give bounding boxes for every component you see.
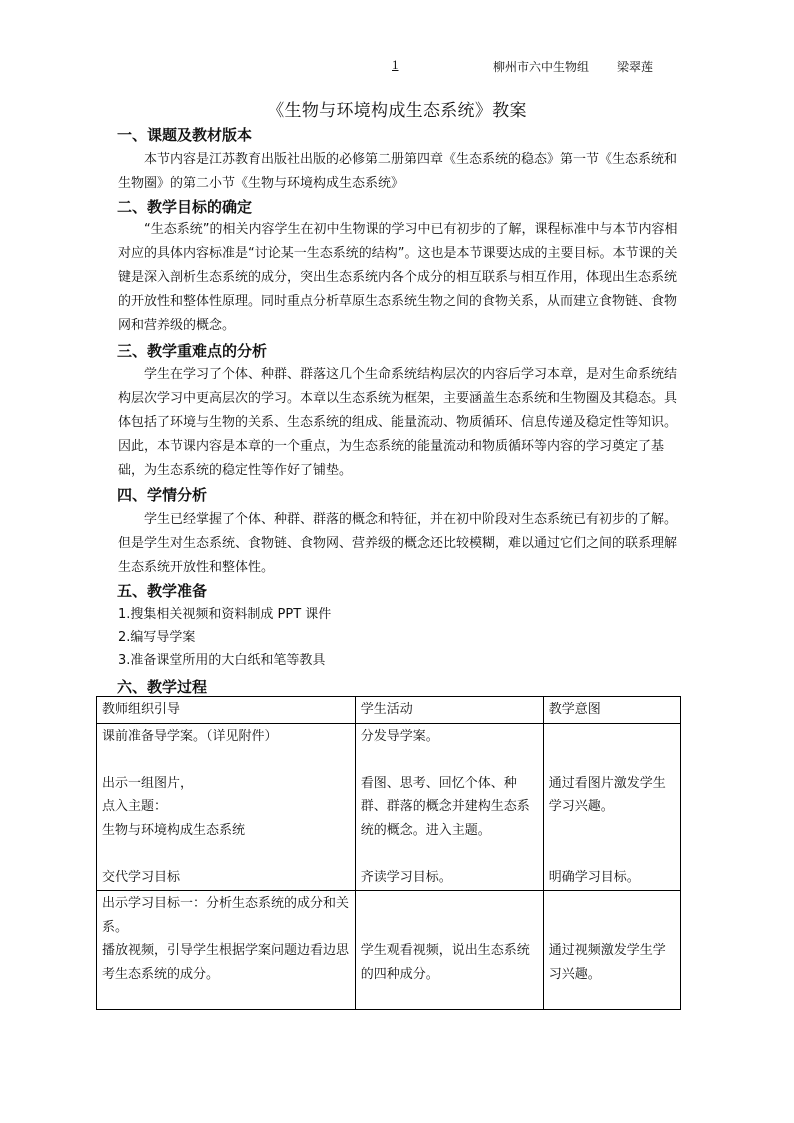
section-text-3	[118, 363, 680, 483]
cell-text: 出示一组图片，	[102, 775, 194, 791]
cell-text: 点入主题：	[102, 799, 168, 814]
cell-text: 看图、思考、回忆个体、种群、群落的概念并建构生态系统的概念。进入主题。	[360, 775, 530, 838]
intent-cell	[543, 891, 680, 1010]
cell-text: 课前准备导学案。（详见附件）	[102, 728, 278, 744]
teacher-cell	[97, 723, 356, 891]
student-cell	[355, 723, 543, 891]
paragraph: 学生在学习了个体、种群、群落这几个生命系统结构层次的内容后学习本章，是对生命系统结构层次学习中更高层次的学习。本章以生态系统为框架，主要涵盖生态系统和生物圈及其稳态。具体包括了环境与生物的关系、生态系统的组成、能量流动、物质循环、信息传递及稳定性等知识。因此，本节课内容是本章的一个重点，为生态系统的能量流动和物质循环等内容的学习奠定了基础，为生态系统的稳定性等作好了铺垫。	[118, 367, 678, 478]
cell-text: 学生观看视频，说出生态系统的四种成分。	[360, 943, 530, 982]
cell-text: 分发导学案。	[360, 728, 439, 744]
cell-text: 齐读学习目标。	[360, 869, 452, 885]
column-header-intent: 教学意图	[543, 697, 680, 724]
section-heading-3: 三、教学重难点的分析	[117, 342, 268, 360]
section-text-2	[118, 218, 680, 338]
blank-line	[102, 842, 350, 866]
student-cell	[355, 891, 543, 1010]
blank-line	[549, 748, 675, 772]
column-header-student: 学生活动	[355, 697, 543, 724]
paragraph: “生态系统”的相关内容学生在初中生物课的学习中已有初步的了解，课程标准中与本节内容相对应的具体内容标准是“讨论某一生态系统的结构”。这也是本节课要达成的主要目标。本节课的关键是深入剖析生态系统的成分，突出生态系统内各个成分的相互联系与相互作用，体现出生态系统的开放性和整体性原理。同时重点分析草原生态系统生物之间的食物关系，从而建立食物链、食物网和营养级的概念。	[118, 222, 678, 333]
section-heading-1: 一、课题及教材版本	[117, 126, 253, 144]
table-row	[97, 891, 681, 1010]
list-item: 1.搜集相关视频和资料制成 PPT 课件	[118, 607, 332, 622]
section-text-4	[118, 508, 680, 580]
list-item: 3.准备课堂所用的大白纸和笔等教具	[118, 653, 326, 668]
cell-text: 出示学习目标一：分析生态系统的成分和关系。	[102, 896, 350, 935]
cell-text: 明确学习目标。	[548, 869, 640, 885]
section-heading-4: 四、学情分析	[117, 486, 208, 504]
document-title: 《生物与环境构成生态系统》教案	[267, 101, 527, 121]
table-row	[97, 723, 681, 891]
paragraph: 本节内容是江苏教育出版社出版的必修第二册第四章《生态系统的稳态》第一节《生态系统和生物圈》的第二小节《生物与环境构成生态系统》	[118, 152, 678, 191]
teacher-cell	[97, 891, 356, 1010]
section-heading-5: 五、教学准备	[117, 582, 208, 600]
teaching-process-table	[96, 696, 681, 1010]
blank-line	[549, 892, 675, 916]
cell-text: 交代学习目标	[102, 869, 181, 885]
blank-line	[361, 892, 538, 916]
header-author: 梁翠莲	[617, 60, 654, 74]
list-item: 2.编写导学案	[118, 630, 196, 645]
intent-cell	[543, 723, 680, 891]
blank-line	[361, 842, 538, 866]
blank-line	[549, 916, 675, 940]
column-header-teacher: 教师组织引导	[97, 697, 356, 724]
cell-text: 通过视频激发学生学习兴趣。	[548, 943, 666, 982]
header-organization: 柳州市六中生物组	[493, 60, 590, 74]
blank-line	[361, 916, 538, 940]
cell-text: 通过看图片激发学生学习兴趣。	[548, 775, 666, 814]
paragraph: 学生已经掌握了个体、种群、群落的概念和特征，并在初中阶段对生态系统已有初步的了解。但是学生对生态系统、食物链、食物网、营养级的概念还比较模糊，难以通过它们之间的联系理解生态系统开放性和整体性。	[118, 512, 678, 575]
table-header-row	[97, 697, 681, 724]
blank-line	[549, 725, 675, 749]
section-heading-2: 二、教学目标的确定	[117, 198, 253, 216]
blank-line	[361, 748, 538, 772]
section-heading-6: 六、教学过程	[117, 678, 208, 696]
page-number: 1	[392, 57, 399, 72]
cell-text: 播放视频，引导学生根据学案问题边看边思考生态系统的成分。	[102, 943, 350, 982]
section-text-1	[118, 148, 680, 196]
blank-line	[102, 748, 350, 772]
preparation-list	[118, 603, 331, 672]
cell-text: 生物与环境构成生态系统	[102, 822, 246, 838]
